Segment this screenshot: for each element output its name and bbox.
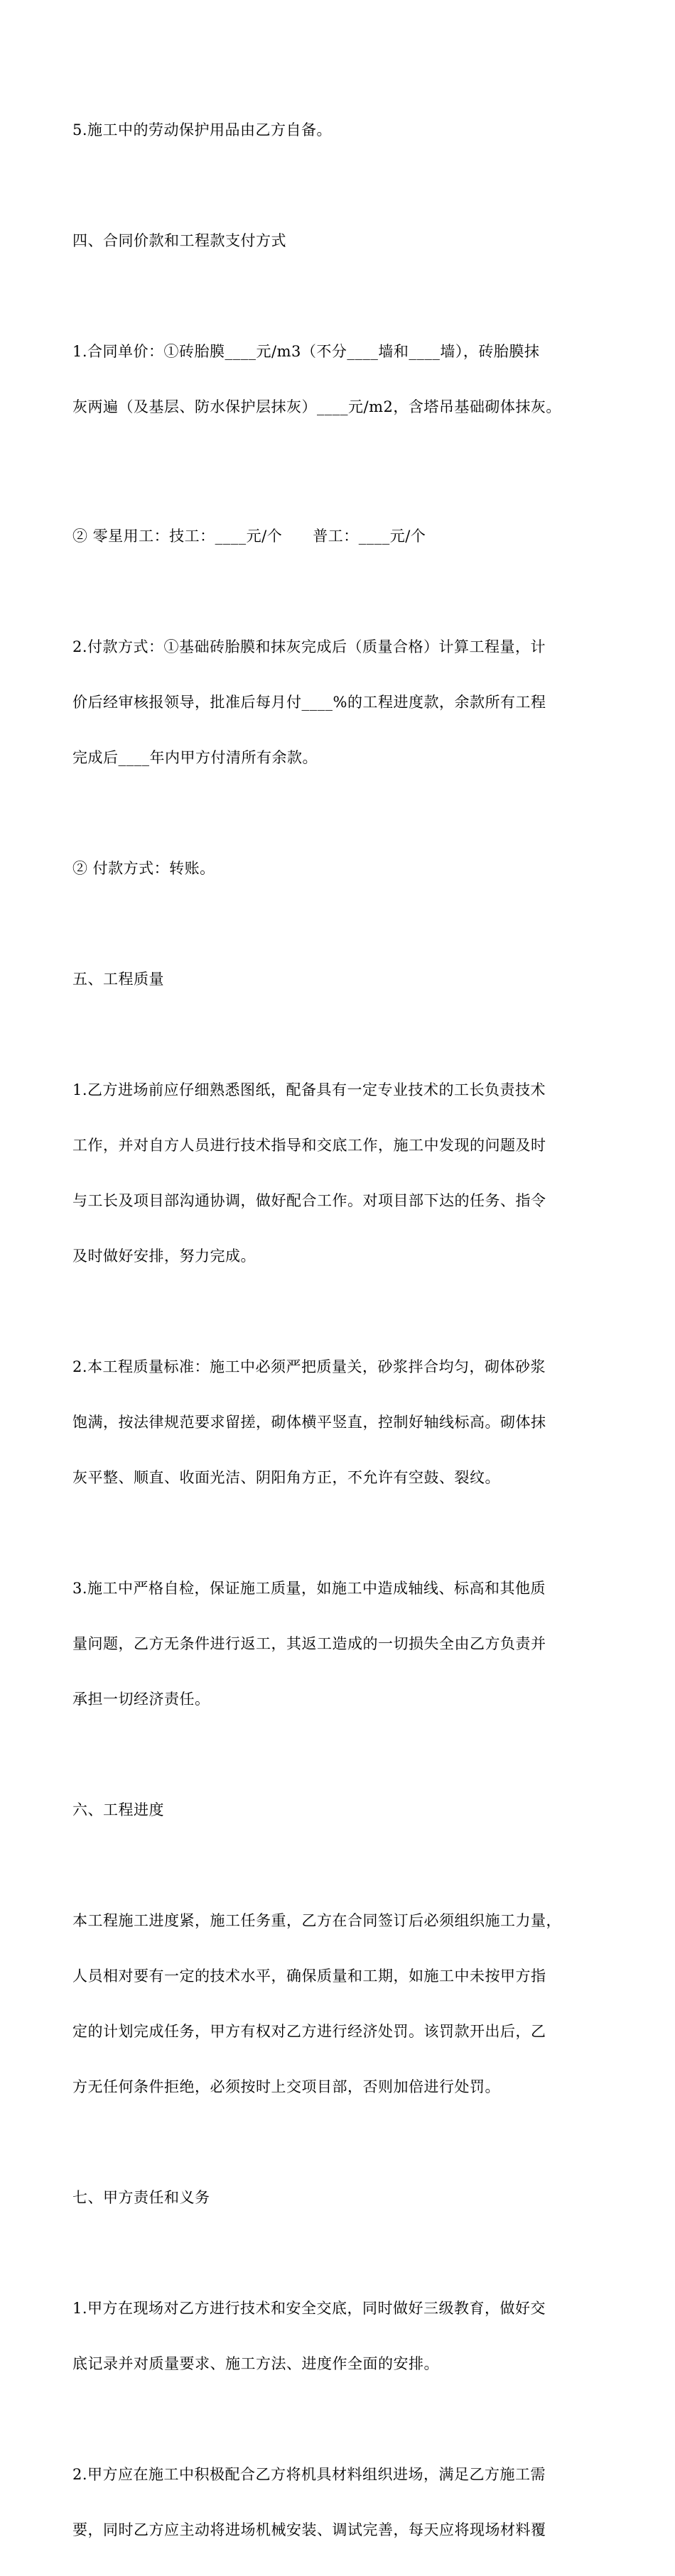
text-line: 5.施工中的劳动保护用品由乙方自备。 [72, 121, 333, 138]
text-line: 六、工程进度 [72, 1801, 164, 1818]
text-line: 完成后____年内甲方付清所有余款。 [72, 749, 318, 766]
text-line: 饱满，按法律规范要求留搓，砌体横平竖直，控制好轴线标高。砌体抹 [72, 1414, 546, 1431]
text-line: 量问题，乙方无条件进行返工，其返工造成的一切损失全由乙方负责并 [72, 1635, 546, 1652]
text-line: 2.付款方式：①基础砖胎膜和抹灰完成后（质量合格）计算工程量，计 [72, 638, 546, 655]
paragraph-quality-2 [72, 1321, 612, 1524]
text-line: 定的计划完成任务，甲方有权对乙方进行经济处罚。该罚款开出后，乙 [72, 2023, 546, 2040]
paragraph-payment-transfer [72, 822, 612, 915]
section-heading-quality [72, 933, 612, 1025]
text-line: 及时做好安排，努力完成。 [72, 1248, 256, 1265]
text-line: 七、甲方责任和义务 [72, 2189, 210, 2206]
text-line: 价后经审核报领导，批准后每月付____%的工程进度款，余款所有工程 [72, 694, 546, 711]
text-line: 承担一切经济责任。 [72, 1691, 210, 1708]
paragraph-progress [72, 1874, 612, 2133]
paragraph-party-a-1 [72, 2262, 612, 2410]
text-line: 3.施工中严格自检，保证施工质量，如施工中造成轴线、标高和其他质 [72, 1580, 546, 1597]
paragraph-party-a-2 [72, 2428, 612, 2576]
document-page [72, 84, 612, 2576]
text-line: ② 付款方式：转账。 [72, 860, 215, 877]
paragraph-quality-1 [72, 1044, 612, 1302]
text-line: 四、合同价款和工程款支付方式 [72, 232, 286, 249]
text-line: 本工程施工进度紧，施工任务重，乙方在合同签订后必须组织施工力量， [72, 1912, 561, 1929]
paragraph-quality-3 [72, 1542, 612, 1745]
text-line: 工作，并对自方人员进行技术指导和交底工作，施工中发现的问题及时 [72, 1137, 546, 1154]
text-line: 底记录并对质量要求、施工方法、进度作全面的安排。 [72, 2355, 439, 2372]
text-line: 灰平整、顺直、收面光洁、阴阳角方正，不允许有空鼓、裂纹。 [72, 1469, 500, 1486]
text-line: 2.本工程质量标准：施工中必须严把质量关，砂浆拌合均匀，砌体砂浆 [72, 1358, 546, 1375]
text-line: 方无任何条件拒绝，必须按时上交项目部，否则加倍进行处罚。 [72, 2078, 500, 2095]
paragraph-unit-price [72, 305, 612, 453]
text-line: 1.乙方进场前应仔细熟悉图纸，配备具有一定专业技术的工长负责技术 [72, 1081, 546, 1098]
text-line: 要，同时乙方应主动将进场机械安装、调试完善，每天应将现场材料覆 [72, 2521, 546, 2538]
text-line: 人员相对要有一定的技术水平，确保质量和工期，如施工中未按甲方指 [72, 1968, 546, 1985]
section-heading-progress [72, 1764, 612, 1856]
section-heading-party-a-duties [72, 2151, 612, 2244]
text-line: 1.合同单价：①砖胎膜____元/m3（不分____墙和____墙），砖胎膜抹 [72, 343, 540, 360]
text-line: 2.甲方应在施工中积极配合乙方将机具材料组织进场，满足乙方施工需 [72, 2466, 546, 2483]
text-line: 与工长及项目部沟通协调，做好配合工作。对项目部下达的任务、指令 [72, 1192, 546, 1209]
section-heading-contract-price [72, 195, 612, 287]
text-line: 五、工程质量 [72, 971, 164, 988]
text-line: ② 零星用工：技工：____元/个 普工：____元/个 [72, 528, 426, 545]
paragraph-casual-labor [72, 490, 612, 582]
text-line: 灰两遍（及基层、防水保护层抹灰）____元/m2，含塔吊基础砌体抹灰。 [72, 398, 561, 415]
text-line: 1.甲方在现场对乙方进行技术和安全交底，同时做好三级教育，做好交 [72, 2300, 546, 2317]
paragraph-payment-method [72, 601, 612, 804]
paragraph-labor-protection [72, 84, 612, 176]
